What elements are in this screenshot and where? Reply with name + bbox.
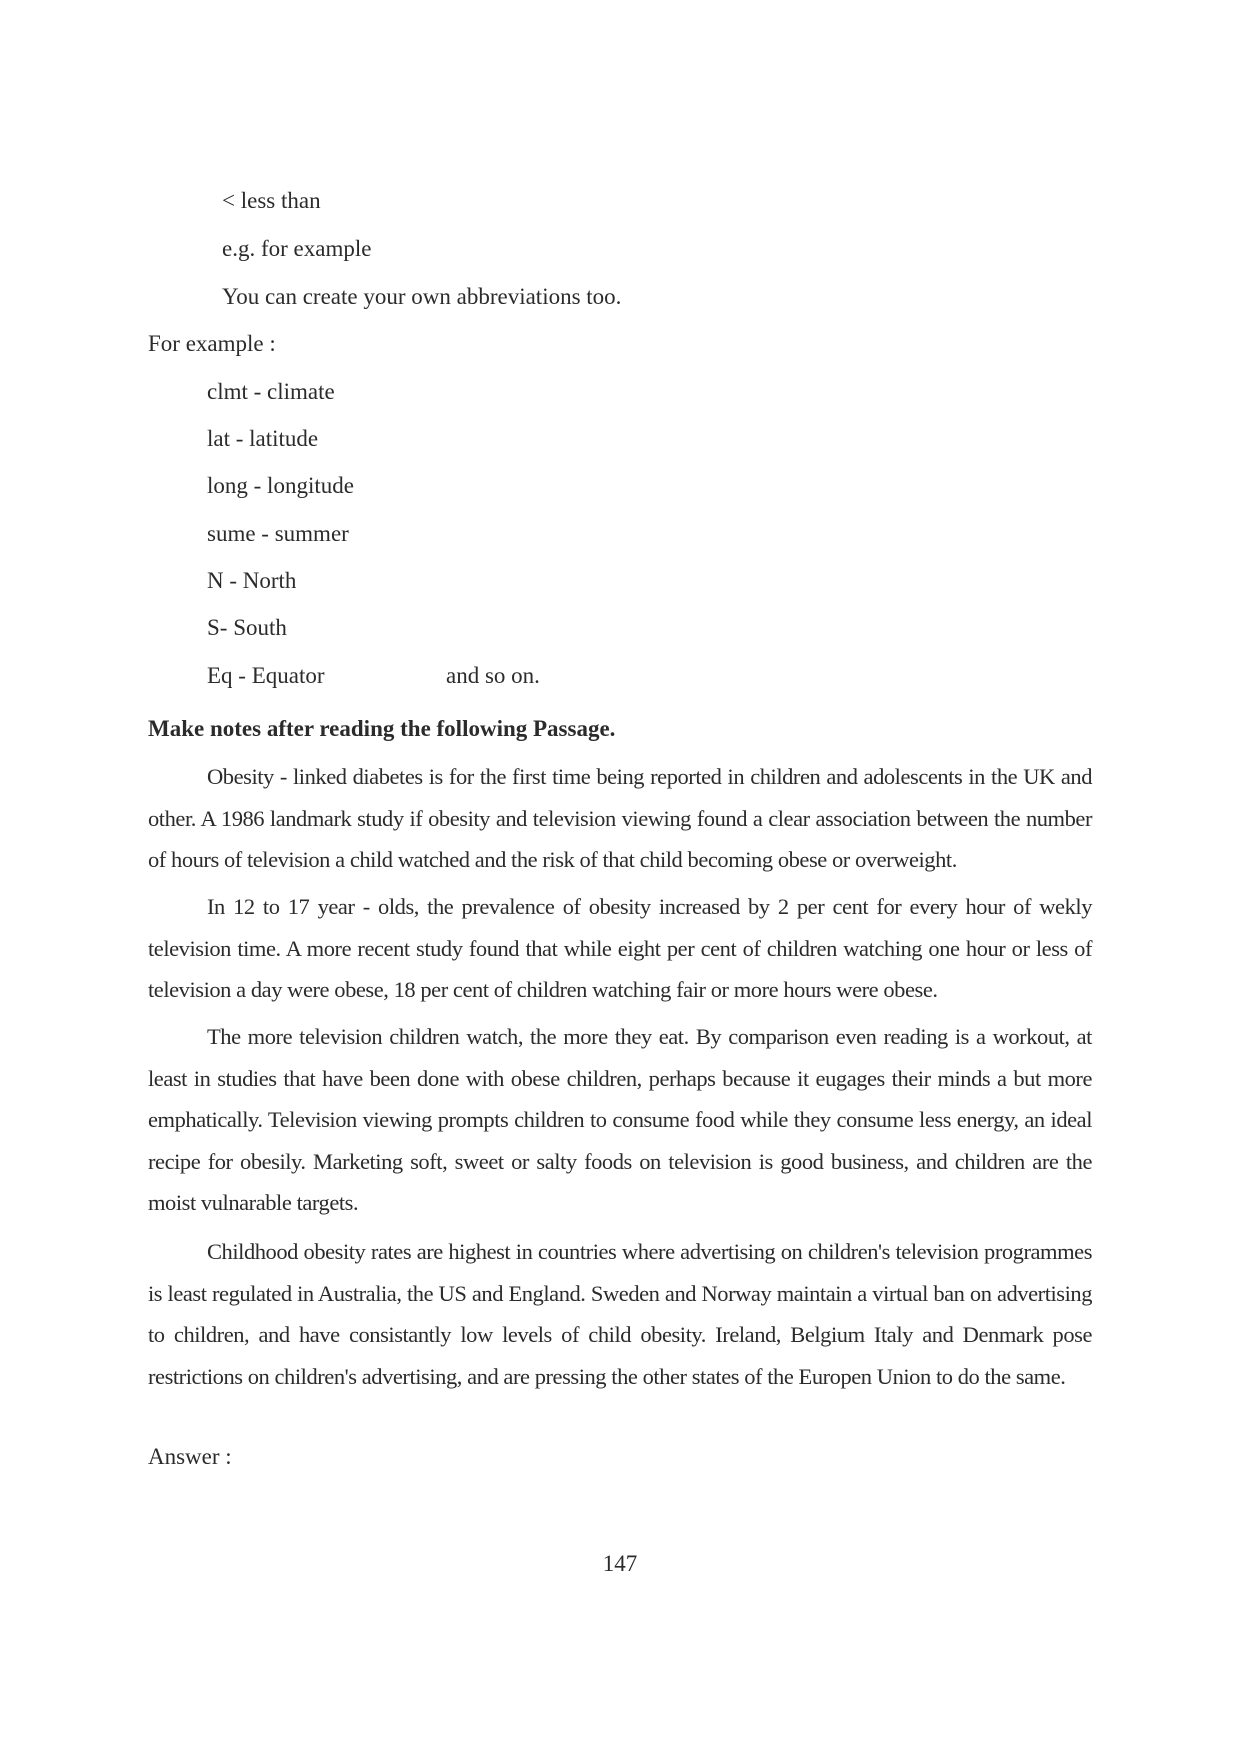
page-number: 147 — [602, 1551, 638, 1576]
example-item: N - North — [207, 568, 297, 593]
passage-paragraph-4: Childhood obesity rates are highest in countries where advertising on children's television programmes is least regulated in Australia, the US and England. Sweden and Norway maintain a virtual ban on advertising to children, and have consistantly low levels of child obesity. Ireland, Belgium Italy and Denmark pose restrictions on children's advertising, and are pressing the other states of the Europen Union to do the same. — [148, 1239, 1092, 1389]
passage-paragraph-1: Obesity - linked diabetes is for the first time being reported in children and adolescents in the UK and other. A 1986 landmark study if obesity and television viewing found a clear association between the number of hours of television a child watched and the risk of that child becoming obese or overweight. — [148, 764, 1092, 872]
and-so-on: and so on. — [446, 663, 540, 688]
abbreviation-less-than: < less than — [222, 188, 321, 213]
example-item: clmt - climate — [207, 379, 335, 404]
example-item: sume - summer — [207, 521, 349, 546]
passage-paragraph-3: The more television children watch, the more they eat. By comparison even reading is a workout, at least in studies that have been done with obese children, perhaps because it eugages their minds a but more emphatically. Television viewing prompts children to consume food while they consume less energy, an ideal recipe for obesily. Marketing soft, sweet or salty foods on television is good business, and children are the moist vulnarable targets. — [148, 1024, 1092, 1215]
for-example-label: For example : — [148, 331, 276, 356]
abbreviation-eg: e.g. for example — [222, 236, 372, 261]
example-item: S- South — [207, 615, 287, 640]
section-heading: Make notes after reading the following Passage. — [148, 716, 616, 741]
answer-label: Answer : — [148, 1444, 232, 1469]
example-item: Eq - Equator — [207, 663, 325, 688]
abbreviation-note: You can create your own abbreviations too. — [222, 284, 622, 309]
example-item: long - longitude — [207, 473, 354, 498]
passage-paragraph-2: In 12 to 17 year - olds, the prevalence of obesity increased by 2 per cent for every hour of wekly television time. A more recent study found that while eight per cent of children watching one hour or less of television a day were obese, 18 per cent of children watching fair or more hours were obese. — [148, 894, 1092, 1002]
example-item: lat - latitude — [207, 426, 319, 451]
